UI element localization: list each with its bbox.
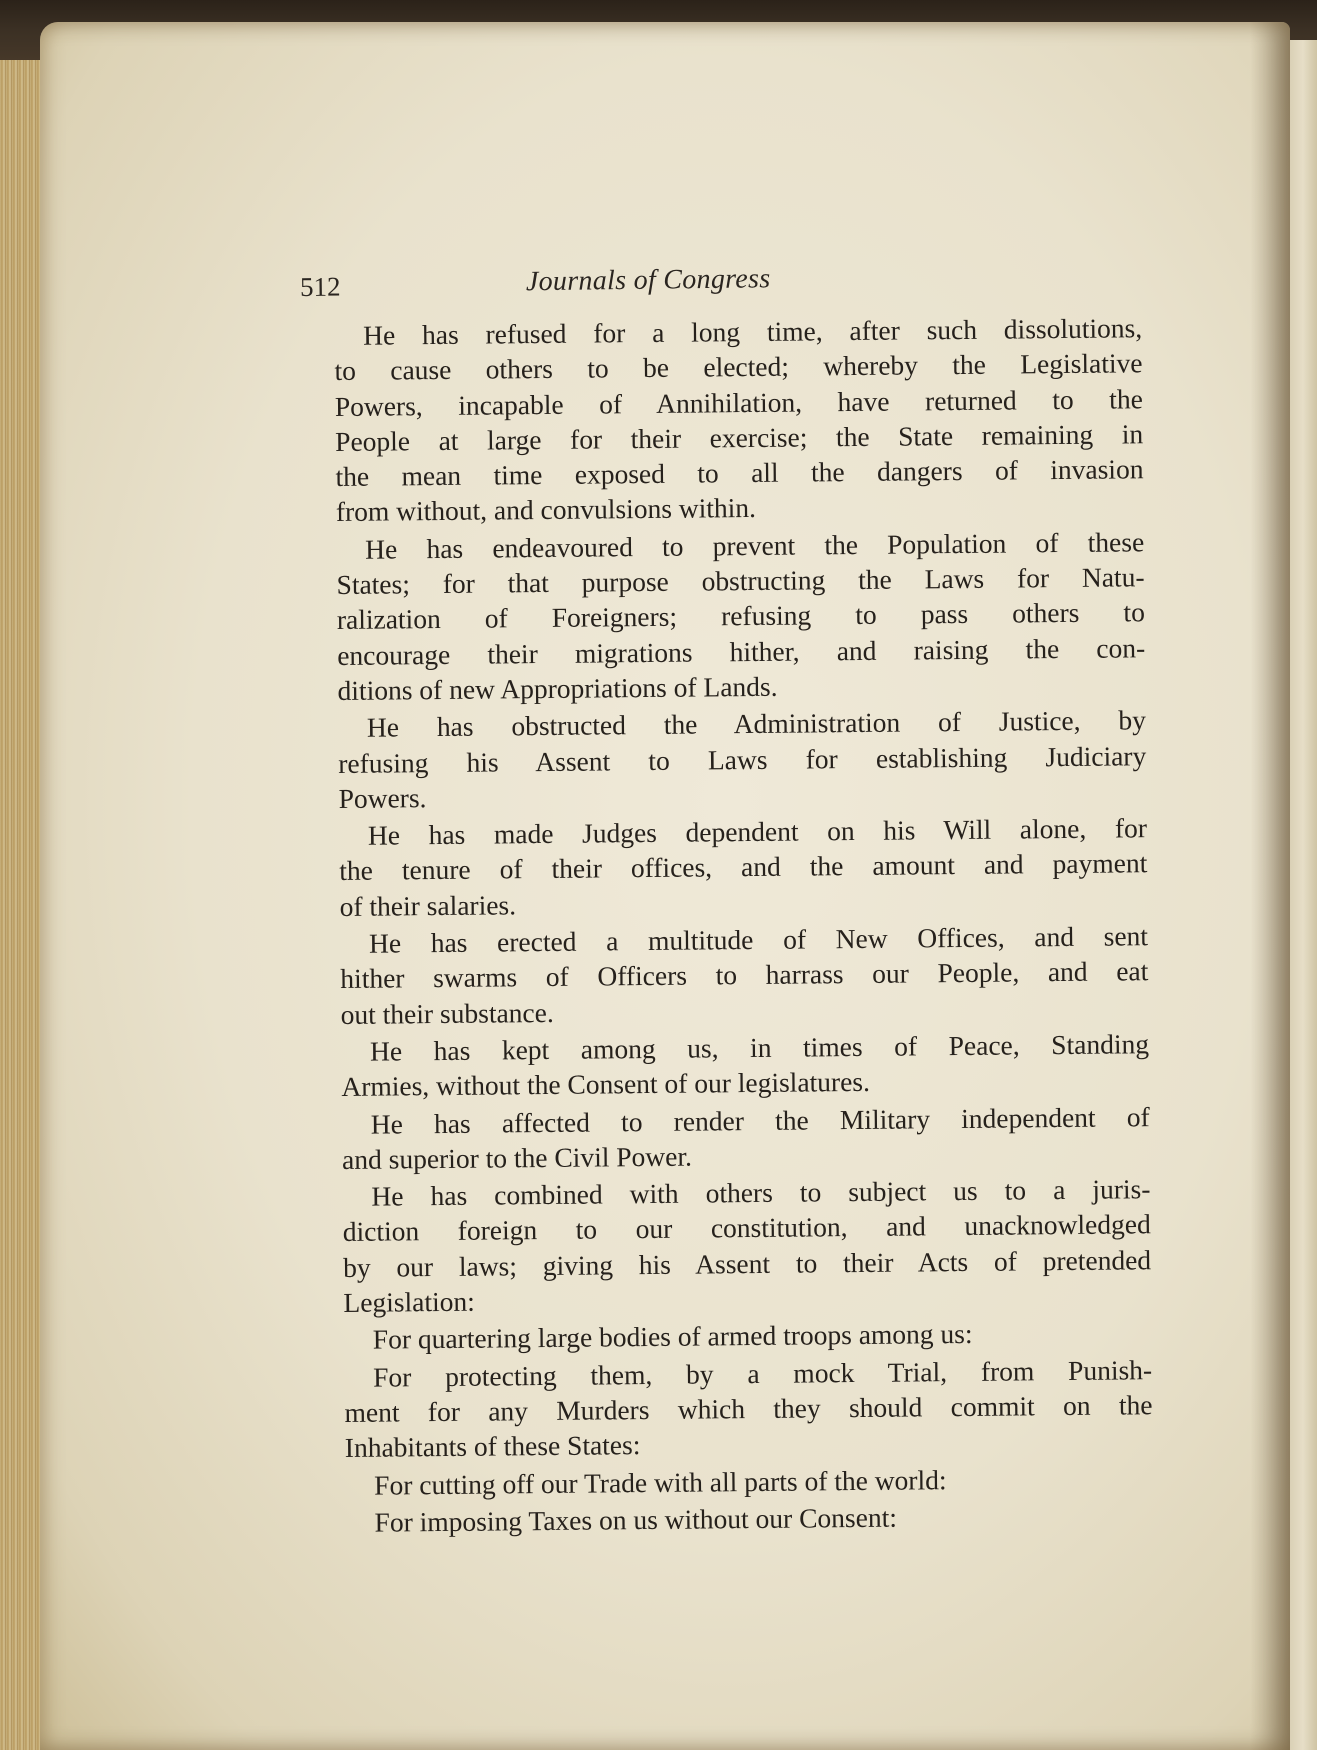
paragraph bbox=[344, 1352, 1153, 1466]
text-line: from without, and convulsions within. bbox=[335, 492, 757, 528]
paragraph bbox=[340, 918, 1149, 1032]
text-line: People at large for their exercise; the State remaining in bbox=[335, 418, 1144, 457]
text-line: diction foreign to our constitution, and unacknowledged bbox=[342, 1208, 1151, 1248]
text-line: For quartering large bodies of armed troops among us: bbox=[372, 1318, 973, 1355]
text-line: ralization of Foreigners; refusing to pass others to bbox=[336, 596, 1146, 636]
text-line: He has erected a multitude of New Offices, and sent bbox=[368, 920, 1149, 959]
paragraph bbox=[341, 1026, 1150, 1104]
text-line: Inhabitants of these States: bbox=[344, 1429, 641, 1464]
paragraph bbox=[334, 310, 1144, 530]
text-line: hither swarms of Officers to harrass our People, and eat bbox=[340, 955, 1149, 995]
page-number: 512 bbox=[299, 271, 341, 302]
text-line: He has refused for a long time, after such dissolutions, bbox=[363, 312, 1143, 351]
text-line: He has made Judges dependent on his Will alone, for bbox=[367, 812, 1148, 851]
text-line: out their substance. bbox=[340, 996, 554, 1030]
text-line: He has affected to render the Military independent of bbox=[370, 1100, 1150, 1140]
body-text bbox=[334, 310, 1154, 1542]
running-title: Journals of Congress bbox=[525, 263, 771, 298]
text-line: of their salaries. bbox=[339, 889, 517, 922]
text-line: to cause others to be elected; whereby the Legislative bbox=[334, 347, 1143, 387]
paragraph bbox=[342, 1099, 1151, 1177]
text-line: He has endeavoured to prevent the Population of these bbox=[365, 526, 1145, 565]
gutter-shadow bbox=[1250, 22, 1290, 1750]
text-line: ditions of new Appropriations of Lands. bbox=[337, 670, 778, 706]
text-line: Powers, incapable of Annihilation, have returned to the bbox=[334, 382, 1143, 422]
text-line: Legislation: bbox=[343, 1285, 475, 1318]
text-line: For imposing Taxes on us without our Consent: bbox=[374, 1501, 898, 1538]
paragraph bbox=[339, 810, 1148, 924]
paragraph bbox=[336, 524, 1146, 708]
paragraph bbox=[344, 1315, 1152, 1358]
text-line: He has kept among us, in times of Peace, Standing bbox=[369, 1028, 1150, 1067]
text-line: States; for that purpose obstructing the Laws for Natu- bbox=[336, 561, 1145, 601]
text-line: For cutting off our Trade with all parts of the world: bbox=[374, 1463, 947, 1501]
text-line: He has combined with others to subject us to a juris- bbox=[371, 1173, 1151, 1212]
text-line: by our laws; giving his Assent to their Acts of pretended bbox=[342, 1243, 1152, 1283]
paragraph bbox=[345, 1460, 1153, 1503]
text-line: He has obstructed the Administration of Justice, by bbox=[366, 704, 1147, 743]
text-line: and superior to the Civil Power. bbox=[341, 1140, 693, 1175]
text-line: Powers. bbox=[338, 781, 427, 814]
text-line: Armies, without the Consent of our legislatures. bbox=[341, 1066, 871, 1103]
text-line: ment for any Murders which they should commit on the bbox=[344, 1389, 1153, 1428]
text-line: encourage their migrations hither, and raising the con- bbox=[337, 631, 1146, 671]
text-line: refusing his Assent to Laws for establishing Judiciary bbox=[338, 739, 1147, 779]
text-line: the mean time exposed to all the dangers of invasion bbox=[335, 453, 1144, 493]
text-line: the tenure of their offices, and the amount and payment bbox=[339, 847, 1148, 887]
paragraph bbox=[345, 1497, 1153, 1540]
paragraph bbox=[338, 702, 1147, 816]
paragraph bbox=[342, 1171, 1151, 1320]
text-line: For protecting them, by a mock Trial, from Punish- bbox=[373, 1353, 1153, 1393]
